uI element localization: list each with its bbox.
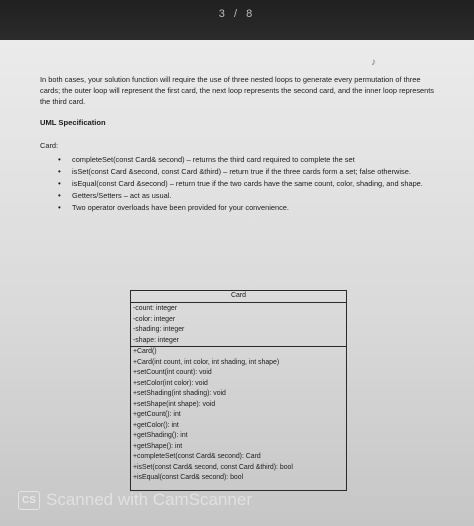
list-item-text: Two operator overloads have been provided for your convenience. — [72, 203, 289, 212]
uml-heading: UML Specification — [40, 118, 106, 127]
uml-methods — [131, 347, 346, 490]
bullet-icon: • — [58, 203, 61, 212]
uml-attribute: -shading: integer — [133, 326, 185, 333]
pen-mark: ♪ — [371, 57, 376, 68]
watermark-text: Scanned with CamScanner — [46, 490, 253, 509]
uml-method: +completeSet(const Card& second): Card — [133, 453, 261, 460]
bullet-icon: • — [58, 191, 61, 200]
uml-method: +Card() — [133, 348, 157, 355]
list-item-text: completeSet(const Card& second) – returns the third card required to complete the set — [72, 155, 355, 164]
uml-method: +setShading(int shading): void — [133, 390, 226, 397]
spec-bullet-list — [40, 154, 440, 213]
card-label: Card: — [40, 141, 59, 150]
uml-method: +isSet(const Card& second, const Card &third): bool — [133, 463, 293, 471]
uml-attributes — [131, 303, 346, 347]
list-item — [58, 166, 440, 177]
bullet-icon: • — [58, 167, 61, 176]
uml-method: +getColor(): int — [133, 421, 179, 429]
list-item — [58, 202, 440, 213]
uml-method: +setCount(int count): void — [133, 369, 212, 376]
uml-attribute: -shape: integer — [133, 336, 179, 344]
uml-method: +getCount(): int — [133, 411, 181, 418]
uml-method: +getShape(): int — [133, 442, 183, 450]
list-item-text: isSet(const Card &second, const Card &third) – return true if the three cards form a set; false otherwise. — [72, 167, 411, 176]
list-item — [58, 178, 440, 189]
uml-method: +getShading(): int — [133, 432, 188, 439]
uml-method: +setColor(int color): void — [133, 379, 208, 387]
list-item — [58, 190, 440, 201]
intro-paragraph: In both cases, your solution function will require the use of three nested loops to generate every permutation of three cards; the outer loop will represent the first card, the next loop represents the second card, and the inner loop represents the third card. — [40, 75, 434, 106]
camscanner-logo-icon: CS — [18, 491, 40, 510]
document-page — [0, 40, 474, 526]
document-content — [40, 74, 440, 214]
camscanner-watermark — [18, 488, 252, 512]
viewer-toolbar — [0, 0, 474, 40]
bullet-icon: • — [58, 179, 61, 188]
uml-method: +Card(int count, int color, int shading, int shape) — [133, 358, 280, 366]
uml-method: +isEqual(const Card& second): bool — [133, 474, 244, 481]
bullet-icon: • — [58, 155, 61, 164]
uml-attribute: -color: integer — [133, 315, 176, 323]
page-indicator: 3 / 8 — [218, 8, 256, 20]
uml-attribute: -count: integer — [133, 305, 178, 312]
uml-class-diagram — [130, 290, 347, 491]
uml-class-name: Card — [131, 291, 346, 303]
list-item — [58, 154, 440, 165]
uml-method: +setShape(int shape): void — [133, 400, 216, 408]
list-item-text: Getters/Setters – act as usual. — [72, 191, 172, 200]
list-item-text: isEqual(const Card &second) – return true if the two cards have the same count, color, shading, and shape. — [72, 179, 423, 188]
